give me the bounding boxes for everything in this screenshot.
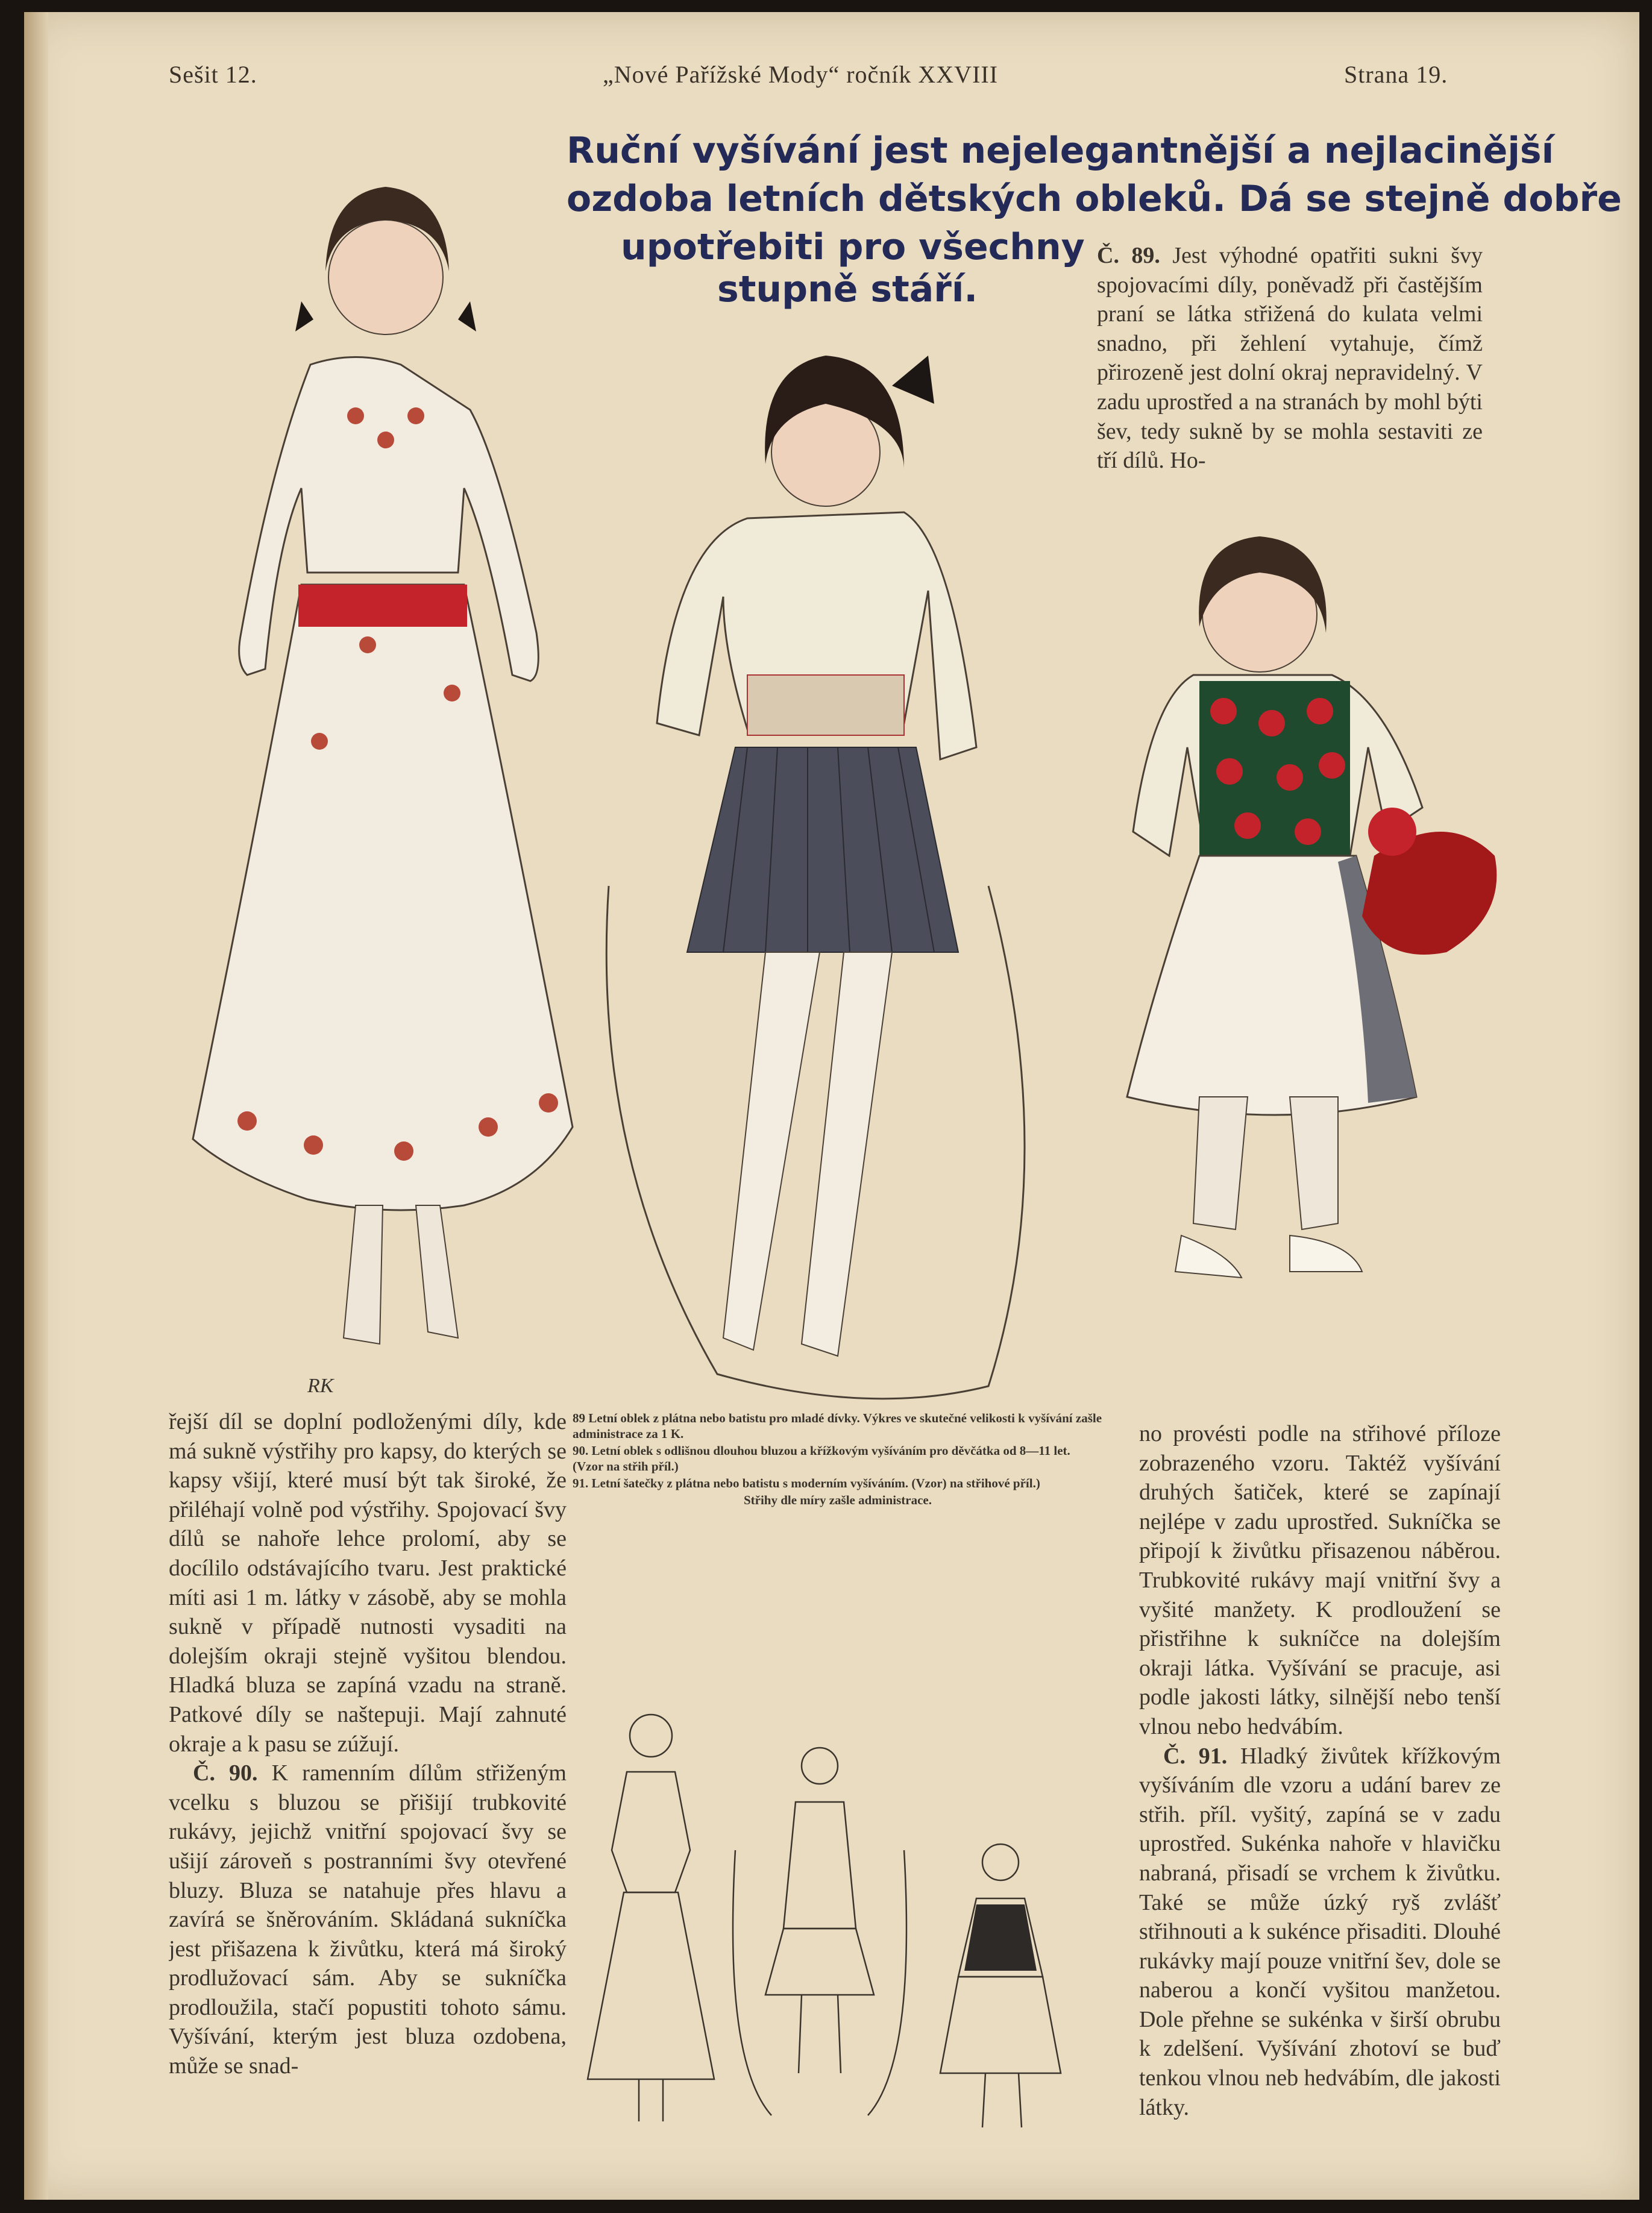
caption-91-number: 91. — [573, 1476, 589, 1490]
right-paragraph-1: no provésti podle na střihové příloze zobrazeného vzoru. Taktéž vyšívání druhých šatiček, které se zapínají nejlépe v zadu uprostřed. Sukníčka se připojí k živůtku přisazenou náběrou. Trubkovité rukávy mají vnitřní švy a vyšité manžety. K prodloužení se přistřihne k sukníčce na dolejším okraji látka. Vyšívání se pracuje, asi podle jakosti látky, silnější nebo tenší vlnou nebo hedvábím. — [1139, 1421, 1501, 1739]
right-paragraph-2: Hladký živůtek křížkovým vyšíváním dle vzoru a udání barev ze střih. příl. vyšitý, zapíná se v zadu uprostřed. Sukénka nahoře v hlavičku nabraná, přisadí se vrchem k živůtku. Také se může úzký ryš zvlášť střihnouti a k sukénce přisaditi. Dlouhé rukávky mají pouze vnitřní šev, dole se naberou a končí vyšitou manžetou. Dole přehne se sukénka v širší obrubu k zdelšení. Vyšívání zhotoví se buď tenkou vlnou neb hedvábím, dle jakosti látky. — [1139, 1743, 1501, 2120]
header-page-number: Strana 19. — [1344, 61, 1448, 88]
right-column-text — [1139, 1419, 1501, 2155]
magazine-page — [24, 12, 1639, 2200]
figure-number-90: Č. 90. — [193, 1760, 258, 1786]
caption-89-number: 89 — [573, 1411, 585, 1425]
caption-91: Letní šatečky z plátna nebo batistu s moderním vyšíváním. (Vzor) na střihové příl.) — [591, 1476, 1040, 1490]
intro-text: Jest výhodné opatřiti sukni švy spojovacími díly, poněvadž při častějším praní se látka střižená do kulata velmi snadno, při žehlení vytahuje, čímž přirozeně jest dolní okraj nepravidelný. V zadu uprostřed a na stranách by mohl býti šev, tedy sukně by se mohla sestaviti ze tří dílů. Ho- — [1097, 243, 1483, 474]
figure-number-89: Č. 89. — [1097, 243, 1160, 268]
figure-number-91: Č. 91. — [1163, 1743, 1228, 1769]
caption-note: Střihy dle míry zašle administrace. — [743, 1493, 932, 1507]
artist-signature: RK — [307, 1375, 334, 1397]
headline-line-1: Ruční vyšívání jest nejelegantnější a nejlacinější — [567, 130, 1554, 172]
caption-90: Letní oblek s odlišnou dlouhou bluzou a křížkovým vyšíváním pro děvčátka od 8—11 let. (Vzor na střih příl.) — [573, 1443, 1070, 1474]
caption-89: Letní oblek z plátna nebo batistu pro mladé dívky. Výkres ve skutečné velikosti k vyšívání zašle administrace za 1 K. — [573, 1411, 1102, 1441]
left-paragraph-2: K ramenním dílům střiženým vcelku s bluzou se přišijí trubkovité rukávy, jejichž vnitřní spojovací švy se ušijí zároveň s postranními švy otevřené bluzy. Bluza se natahuje přes hlavu a zavírá se šněrováním. Skládaná sukníčka jest přišazena k živůtku, která má široký prodlužovací sám. Aby se sukníčka prodloužila, stačí popustiti tohoto sámu. Vyšívání, kterým jest bluza ozdobena, může se snad- — [169, 1760, 567, 2079]
headline-line-2: ozdoba letních dětských obleků. Dá se stejně dobře — [567, 178, 1622, 220]
left-paragraph-1: řejší díl se doplní podloženými díly, kde má sukně výstřihy pro kapsy, do kterých se kapsy všijí, které musí být tak široké, že přiléhají volně pod výstřihy. Spojovací švy dílů se nahoře lehce prolomí, aby se docílilo odstávajícího tvaru. Jest praktické míti asi 1 m. látky v zásobě, aby se mohla sukně v případě nutnosti vysaditi na dolejším okraji stejně vyšitou blendou. Hladká bluza se zapíná vzadu na straně. Patkové díly se naštepuji. Mají zahnuté okraje a k pasu se zúžují. — [169, 1409, 567, 1757]
headline-line-3: upotřebiti pro všechny — [621, 226, 1085, 268]
caption-90-number: 90. — [573, 1443, 589, 1458]
back-view-sketches — [585, 1700, 1079, 2139]
left-column-text — [169, 1407, 567, 2161]
figure-90-illustration — [567, 313, 1037, 1422]
header-issue: Sešit 12. — [169, 61, 257, 88]
intro-paragraph — [1097, 241, 1483, 524]
headline-line-4: stupně stáří. — [717, 268, 978, 310]
header-title: „Nové Pařížské Mody“ ročník XXVIII — [603, 61, 999, 88]
figure-captions — [573, 1410, 1103, 1509]
figure-91-illustration — [1109, 494, 1531, 1386]
figure-89-illustration — [175, 151, 597, 1410]
book-spine — [24, 12, 48, 2200]
